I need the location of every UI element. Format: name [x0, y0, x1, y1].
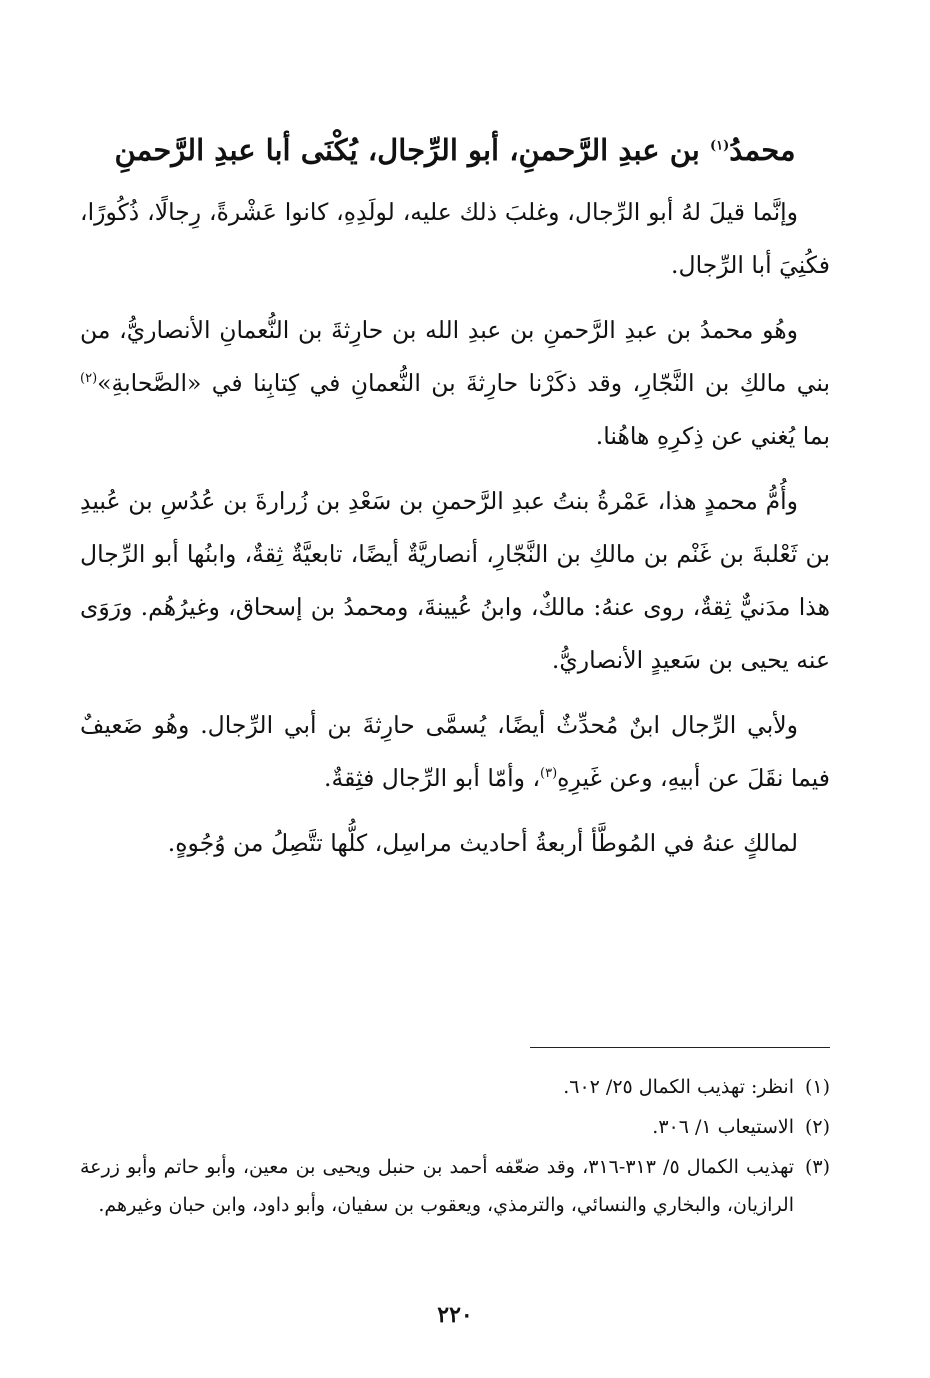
paragraph-text: لمالكٍ عنهُ في المُوطَّأ أربعةُ أحاديث مراسِل، كلُّها تتَّصِلُ من وُجُوهٍ. [167, 829, 798, 857]
paragraph-text-cont: بما يُغني عن ذِكرِهِ هاهُنا. [595, 422, 830, 450]
entry-heading [80, 127, 830, 173]
footnote-text: انظر: تهذيب الكمال ٢٥/ ٦٠٢. [563, 1076, 794, 1098]
paragraph-text: وإنَّما قيلَ لهُ أبو الرِّجال، وغلبَ ذلك عليه، لولَدِهِ، كانوا عَشْرةً، رِجالًا، ذُكُورًا، فكُنِيَ أبا الرِّجال. [80, 198, 830, 279]
paragraph-5 [80, 817, 830, 870]
paragraph-2 [80, 304, 830, 463]
paragraph-text-cont: ، وأمّا أبو الرِّجال فثِقةٌ. [324, 764, 541, 792]
paragraph-4 [80, 699, 830, 805]
footnote-divider [530, 1047, 830, 1048]
footnote-number: (١) [804, 1076, 830, 1098]
heading-rest: بن عبدِ الرَّحمنِ، أبو الرِّجال، يُكْنَى أبا عبدِ الرَّحمنِ [114, 133, 710, 168]
footnote-1 [80, 1068, 830, 1106]
footnote-text: الاستيعاب ١/ ٣٠٦. [652, 1116, 794, 1138]
paragraph-text: وهُو محمدُ بن عبدِ الرَّحمنِ بن عبدِ الله بن حارِثةَ بن النُّعمانِ الأنصاريُّ، من بني مالكِ بن النَّجّارِ، وقد ذكَرْنا حارِثةَ بن النُّعمانِ في كِتابِنا في «الصَّحابةِ» [80, 316, 830, 397]
main-text [80, 186, 830, 882]
book-page [80, 0, 830, 1378]
footnote-number: (٢) [804, 1116, 830, 1138]
footnote-2 [80, 1108, 830, 1146]
footnote-ref-1: (١) [709, 138, 730, 154]
footnote-number: (٣) [804, 1156, 830, 1178]
footnotes [80, 1068, 830, 1226]
page-number: ٢٢٠ [437, 1302, 473, 1328]
paragraph-text: ولأبي الرِّجال ابنٌ مُحدِّثٌ أيضًا، يُسمَّى حارِثةَ بن أبي الرِّجال. وهُو ضَعيفٌ فيما نقَلَ عن أبيهِ، وعن غَيرِهِ [80, 711, 830, 792]
paragraph-3 [80, 475, 830, 687]
footnote-3 [80, 1148, 830, 1224]
footnote-ref-3: (٣) [540, 766, 558, 782]
paragraph-text: وأُمُّ محمدٍ هذا، عَمْرةُ بنتُ عبدِ الرَّحمنِ بن سَعْدِ بن زُرارةَ بن عُدُسِ بن عُبيدِ بن ثَعْلبةَ بن غَنْم بن مالكِ بن النَّجّارِ، أنصاريَّةٌ أيضًا، تابعيَّةٌ ثِقةٌ، وابنُها أبو الرِّجال هذا مدَنيٌّ ثِقةٌ، روى عنهُ: مالكٌ، وابنُ عُيينةَ، ومحمدُ بن إسحاق، وغيرُهُم. ورَوَى عنه يحيى بن سَعيدٍ الأنصاريُّ. [80, 487, 830, 674]
paragraph-1 [80, 186, 830, 292]
footnote-ref-2: (٢) [80, 371, 98, 387]
heading-name: محمدُ [729, 133, 796, 168]
footnote-text: تهذيب الكمال ٥/ ٣١٣-٣١٦، وقد ضعّفه أحمد بن حنبل ويحيى بن معين، وأبو حاتم وأبو زرعة الرازيان، والبخاري والنسائي، والترمذي، ويعقوب بن سفيان، وأبو داود، وابن حبان وغيرهم. [80, 1156, 794, 1216]
